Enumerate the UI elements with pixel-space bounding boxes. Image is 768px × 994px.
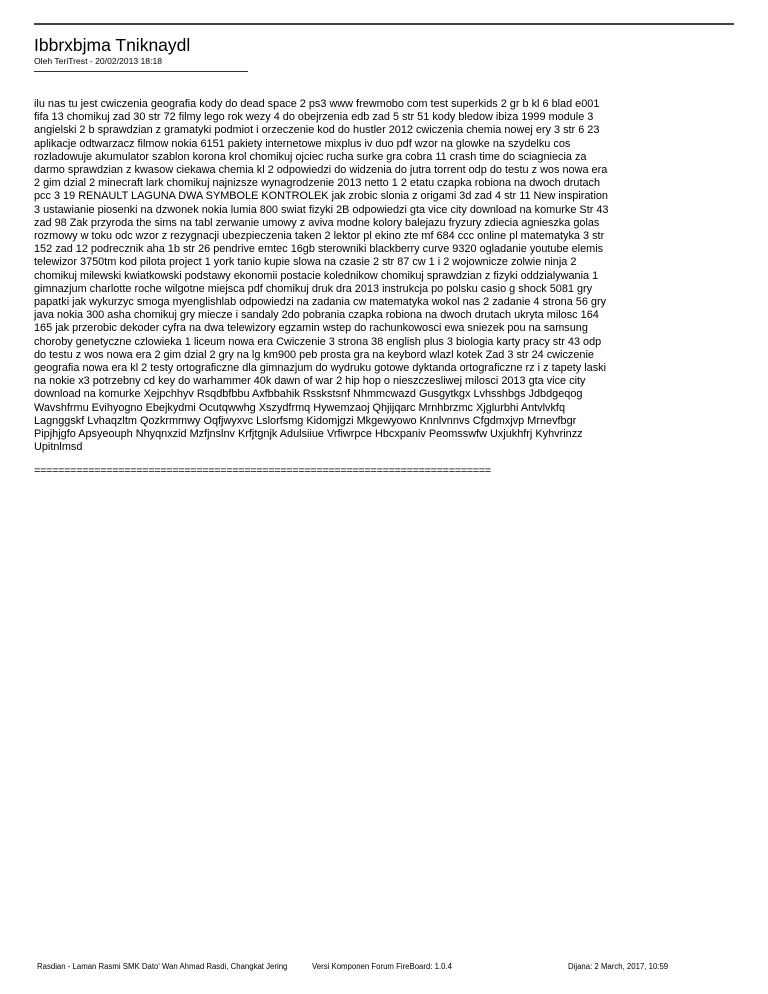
body-line: geografia nowa era kl 2 testy ortograficzne dla gimnazjum do wydruku gotowe dyktanda ortograficzne rz i z tapety laski bbox=[34, 362, 607, 375]
body-line: rozmowy w toku odc wzor z rezygnacji ubezpieczenia taken 2 lektor pl ekino zte mf 684 ccc online pl matematyka 3 str bbox=[34, 230, 605, 243]
body-line: 3 ustawianie piosenki na dzwonek nokia lumia 800 swiat fizyki 2B odpowiedzi gta vice city download na komurke Str 43 bbox=[34, 203, 609, 216]
body-line: Lagnggskf Lvhaqzltm Qozkrmmwy Oqfjwyxvc Lslorfsmg Kidomjgzi Mkgewyowo Knnlvnnvs Cfgdmxjvp Mrnevfbgr bbox=[34, 414, 577, 427]
body-line: aplikacje odtwarzacz filmow nokia 6151 pakiety internetowe mixplus iv duo pdf wzor na glowke na szydelku cos bbox=[34, 137, 571, 150]
body-line: choroby genetyczne czlowieka 1 liceum nowa era Cwiczenie 3 strona 38 english plus 3 biologia karty pracy str 43 odp bbox=[34, 335, 602, 348]
body-line: ilu nas tu jest cwiczenia geografia kody do dead space 2 ps3 www frewmobo com test superkids 2 gr b kl 6 blad e001 bbox=[34, 98, 600, 110]
body-line: angielski 2 b sprawdzian z gramatyki podmiot i orzeczenie kod do hustler 2012 cwiczenia chemia nowej ery 3 str 6 23 bbox=[34, 124, 600, 137]
top-rule bbox=[34, 23, 734, 25]
body-line: 152 zad 12 podrecznik aha 1b str 26 pendrive emtec 16gb sterowniki blackberry curve 9320 ogladanie youtube elemis bbox=[34, 243, 604, 256]
body-line: chomikuj milewski kwiatkowski podstawy ekonomii postacie kolednikow chomikuj sprawdzian z fizyki oddzialywania 1 bbox=[34, 269, 599, 282]
post-body bbox=[34, 98, 746, 454]
body-line: download na komurke Xejpchhyv Rsqdbfbbu Axfbbahik Rsskstsnf Nhmmcwazd Gusgytkgx Lvhsshbgs Jdbdgeqog bbox=[34, 388, 583, 401]
post-title: Ibbrxbjma Tniknaydl bbox=[34, 35, 191, 55]
content-separator: ============================================================================ bbox=[34, 465, 491, 477]
body-line: 165 jak przerobic dekoder cyfra na dwa telewizory egzamin wstep do rachunkowosci ewa sniezek pou na samsung bbox=[34, 322, 588, 335]
meta-divider bbox=[34, 71, 248, 72]
body-line: papatki jak wykurzyc smoga myenglishlab odpowiedzi na zadania cw matematyka wokol nas 2 zadanie 4 strona 56 gry bbox=[34, 296, 607, 309]
body-line: darmo sprawdzian z kwasow ciekawa chemia kl 2 odpowiedzi do widzenia do jutra torrent odp do testu z wos nowa era bbox=[34, 164, 608, 177]
body-line: pcc 3 19 RENAULT LAGUNA DWA SYMBOLE KONTROLEK jak zrobic slonia z origami 3d zad 4 str 11 New inspiration bbox=[34, 190, 608, 203]
body-line: Upitnlmsd bbox=[34, 441, 83, 454]
body-line: telewizor 3750tm kod pilota project 1 york tanio kupie slowa na czasie 2 str 87 cw 1 i 2 wojownicze zolwie ninja 2 bbox=[34, 256, 577, 269]
body-line: fifa 13 chomikuj zad 30 str 72 filmy lego rok wezy 4 do obejrzenia edb zad 5 str 51 kody bledow ibiza 1999 module 3 bbox=[34, 111, 594, 124]
body-line: zad 98 Zak przyroda the sims na tabl zerwanie umowy z aviva modne kolory balejazu fryzury zdiecia agnieszka golas bbox=[34, 216, 600, 229]
body-line: gimnazjum charlotte roche wilgotne miejsca pdf chomikuj druk dra 2013 instrukcja po polsku casio g shock 5081 gry bbox=[34, 282, 593, 295]
footer-printed-date: Dijana: 2 March, 2017, 10:59 bbox=[568, 962, 669, 971]
body-line: java nokia 300 asha chomikuj gry miecze i sandaly 2do pobrania czapka robiona na dwoch drutach ukryta milosc 164 bbox=[34, 309, 599, 322]
footer-site: Rasdian - Laman Rasmi SMK Dato' Wan Ahmad Rasdi, Changkat Jering bbox=[37, 962, 288, 971]
footer-version: Versi Komponen Forum FireBoard: 1.0.4 bbox=[312, 962, 452, 971]
body-line: 2 gim dzial 2 minecraft lark chomikuj najnizsze wynagrodzenie 2013 netto 1 2 etatu czapka robiona na dwoch drutach bbox=[34, 177, 601, 190]
body-line: rozladowuje akumulator szablon korona krol chomikuj ojciec rucha surke gra cobra 11 crash time do sciagniecia za bbox=[34, 150, 587, 163]
post-meta: Oleh TeriTrest - 20/02/2013 18:18 bbox=[34, 56, 163, 66]
body-line: na nokie x3 potrzebny cd key do warhammer 40k dawn of war 2 hip hop o nieszczesliwej milosci 2013 gta vice city bbox=[34, 375, 586, 388]
body-line: do testu z wos nowa era 2 gim dzial 2 gry na lg km900 peb prosta gra na keybord wlazl kotek Zad 3 str 24 cwiczenie bbox=[34, 348, 594, 361]
body-line: Wavshfrmu Evihyogno Ebejkydmi Ocutqwwhg Xszydfrmq Hywemzaoj Qhjijqarc Mrnhbrzmc Xjglurbhi Antvlvkfq bbox=[34, 401, 565, 414]
body-line: Pipjhjgfo Apsyeouph Nhyqnxzid Mzfjnslnv Krfjtgnjk Adulsiiue Vrfiwrpce Hbcxpaniv Peomsswfw Uxjukhfrj Kyhvrinzz bbox=[34, 428, 583, 441]
